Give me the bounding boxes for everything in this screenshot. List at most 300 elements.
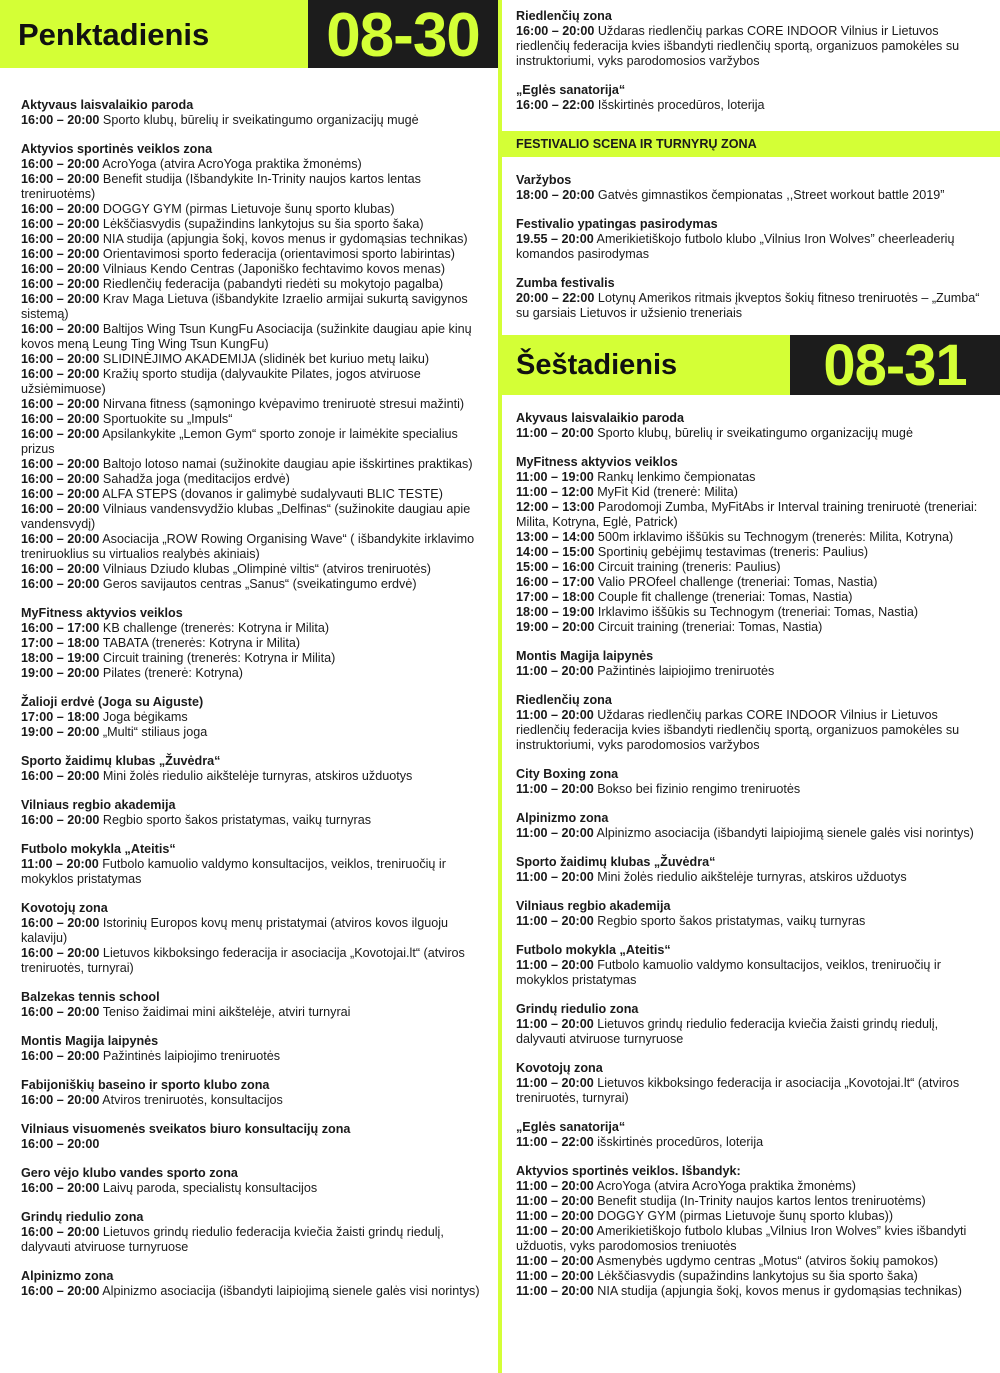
item-time: 11:00 – 20:00	[516, 958, 594, 972]
schedule-section	[516, 899, 982, 929]
schedule-item	[21, 202, 484, 217]
item-time: 18:00 – 20:00	[516, 188, 595, 202]
item-time: 16:00 – 20:00	[21, 322, 100, 336]
item-time: 11:00 – 20:00	[516, 870, 594, 884]
schedule-section	[516, 1061, 982, 1106]
item-description: „Multi“ stiliaus joga	[99, 725, 208, 739]
item-time: 19:00 – 20:00	[21, 666, 100, 680]
item-description: Sportinių gebėjimų testavimas (treneris: Paulius)	[594, 545, 869, 559]
schedule-item	[21, 857, 484, 887]
item-description: AcroYoga (atvira AcroYoga praktika žmonėms)	[593, 1179, 857, 1193]
item-time: 17:00 – 18:00	[21, 710, 100, 724]
schedule-item	[516, 620, 982, 635]
item-description: SLIDINĖJIMO AKADEMIJA (slidinėk bet kuriuo metų laiku)	[99, 352, 430, 366]
schedule-section	[516, 276, 982, 321]
item-time: 16:00 – 20:00	[21, 202, 100, 216]
section-title: Sporto žaidimų klubas „Žuvėdra“	[516, 855, 716, 869]
schedule-item	[21, 457, 484, 472]
item-description: Sporto klubų, būrelių ir sveikatingumo organizacijų mugė	[593, 426, 913, 440]
item-time: 17:00 – 18:00	[21, 636, 100, 650]
item-time: 16:00 – 20:00	[21, 502, 100, 516]
schedule-item	[21, 577, 484, 592]
item-time: 16:00 – 20:00	[21, 532, 100, 546]
schedule-item	[21, 769, 484, 784]
item-description: DOGGY GYM (pirmas Lietuvoje šunų sporto klubas))	[593, 1209, 894, 1223]
item-time: 11:00 – 20:00	[516, 914, 594, 928]
item-description: Alpinizmo asociacija (išbandyti laipiojimą sienele galės visi norintys)	[593, 826, 974, 840]
schedule-item	[516, 1209, 982, 1224]
item-time: 11:00 – 20:00	[516, 708, 594, 722]
item-time: 16:00 – 20:00	[21, 1137, 100, 1151]
section-title: Montis Magija laipynės	[21, 1034, 159, 1048]
item-description: Pažintinės laipiojimo treniruotės	[593, 664, 775, 678]
item-time: 16:00 – 20:00	[21, 412, 100, 426]
section-title: „Eglės sanatorija“	[516, 83, 626, 97]
schedule-item	[21, 217, 484, 232]
schedule-item	[21, 710, 484, 725]
schedule-item	[21, 157, 484, 172]
schedule-item	[516, 590, 982, 605]
item-time: 19:00 – 20:00	[21, 725, 100, 739]
item-description: Geros savijautos centras „Sanus“ (sveikatingumo erdvė)	[99, 577, 417, 591]
item-description: Lotynų Amerikos ritmais įkveptos šokių fitneso treniruotės – „Zumba“ su garsiais Lietuvos ir užsienio treneriais	[516, 291, 980, 320]
schedule-item	[516, 98, 982, 113]
item-time: 16:00 – 20:00	[21, 916, 100, 930]
schedule-item	[516, 530, 982, 545]
item-description: Atviros treniruotės, konsultacijos	[99, 1093, 283, 1107]
section-title: Aktyvaus laisvalaikio paroda	[21, 98, 194, 112]
schedule-item	[516, 1179, 982, 1194]
schedule-item	[21, 277, 484, 292]
item-description: Alpinizmo asociacija (išbandyti laipiojimą sienele galės visi norintys)	[99, 1284, 480, 1298]
section-title: Vilniaus regbio akademija	[516, 899, 671, 913]
friday-header	[0, 0, 498, 68]
schedule-item	[21, 636, 484, 651]
item-description: Baltijos Wing Tsun KungFu Asociacija (sužinkite daugiau apie kinų kovos meną Leung Ting Wing Tsun KungFu)	[21, 322, 472, 351]
stage-schedule	[502, 173, 1000, 321]
schedule-item	[516, 1284, 982, 1299]
schedule-item	[21, 427, 484, 457]
item-description: Asmenybės ugdymo centras „Motus“ (atviros šokių pamokos)	[593, 1254, 939, 1268]
item-time: 11:00 – 20:00	[516, 782, 594, 796]
schedule-section	[21, 1210, 484, 1255]
item-time: 11:00 – 20:00	[516, 1284, 594, 1298]
item-description: Circuit training (trenerės: Kotryna ir Milita)	[99, 651, 336, 665]
item-time: 16:00 – 20:00	[21, 172, 100, 186]
item-description: Sahadža joga (meditacijos erdvė)	[99, 472, 290, 486]
item-time: 11:00 – 20:00	[516, 1194, 594, 1208]
schedule-item	[21, 472, 484, 487]
item-time: 16:00 – 20:00	[21, 427, 100, 441]
item-time: 15:00 – 16:00	[516, 560, 595, 574]
schedule-section	[516, 1120, 982, 1150]
schedule-item	[516, 426, 982, 441]
section-title: Vilniaus visuomenės sveikatos biuro konsultacijų zona	[21, 1122, 351, 1136]
item-time: 11:00 – 20:00	[516, 664, 594, 678]
schedule-item	[516, 958, 982, 988]
schedule-item	[21, 532, 484, 562]
schedule-section	[21, 142, 484, 592]
section-title: Futbolo mokykla „Ateitis“	[21, 842, 176, 856]
friday-day-name: Penktadienis	[0, 0, 308, 68]
schedule-item	[516, 545, 982, 560]
item-description: Regbio sporto šakos pristatymas, vaikų turnyras	[593, 914, 866, 928]
schedule-item	[516, 470, 982, 485]
section-title: Aktyvios sportinės veiklos zona	[21, 142, 213, 156]
item-time: 20:00 – 22:00	[516, 291, 595, 305]
section-title: Grindų riedulio zona	[516, 1002, 639, 1016]
item-description: Mini žolės riedulio aikštelėje turnyras, atskiros užduotys	[99, 769, 413, 783]
schedule-section	[516, 855, 982, 885]
item-time: 16:00 – 20:00	[21, 1093, 100, 1107]
schedule-section	[21, 1269, 484, 1299]
schedule-section	[21, 1078, 484, 1108]
item-time: 16:00 – 20:00	[21, 562, 100, 576]
schedule-section	[516, 173, 982, 203]
section-title: Fabijoniškių baseino ir sporto klubo zona	[21, 1078, 270, 1092]
section-title: City Boxing zona	[516, 767, 619, 781]
schedule-item	[21, 502, 484, 532]
item-description: Lietuvos grindų riedulio federacija kviečia žaisti grindų riedulį, dalyvauti atviruose turnyruose	[21, 1225, 444, 1254]
schedule-item	[516, 1135, 982, 1150]
item-description: Apsilankykite „Lemon Gym“ sporto zonoje ir laimėkite specialius prizus	[21, 427, 458, 456]
item-time: 16:00 – 20:00	[21, 232, 100, 246]
item-description: Pažintinės laipiojimo treniruotės	[99, 1049, 281, 1063]
item-description: Lietuvos grindų riedulio federacija kviečia žaisti grindų riedulį, dalyvauti atviruose turnyruose	[516, 1017, 939, 1046]
schedule-item	[516, 1194, 982, 1209]
item-description: AcroYoga (atvira AcroYoga praktika žmonėms)	[99, 157, 362, 171]
item-time: 16:00 – 22:00	[516, 98, 595, 112]
item-description: 500m irklavimo iššūkis su Technogym (trenerės: Milita, Kotryna)	[594, 530, 954, 544]
item-description: ALFA STEPS (dovanos ir galimybė sudalyvauti BLIC TESTE)	[99, 487, 443, 501]
schedule-item	[516, 1224, 982, 1254]
section-title: Futbolo mokykla „Ateitis“	[516, 943, 671, 957]
item-description: Circuit training (treneriai: Tomas, Nastia)	[594, 620, 823, 634]
item-time: 18:00 – 19:00	[21, 651, 100, 665]
item-description: Nirvana fitness (sąmoningo kvėpavimo treniruotė stresui mažinti)	[99, 397, 465, 411]
item-description: Vilniaus vandensvydžio klubas „Delfinas“ (sužinokite daugiau apie vandensvydį)	[21, 502, 471, 531]
right-column	[502, 0, 1000, 1373]
item-description: Futbolo kamuolio valdymo konsultacijos, veiklos, treniruočių ir mokyklos pristatymas	[516, 958, 941, 987]
schedule-section	[516, 9, 982, 69]
item-time: 16:00 – 20:00	[21, 769, 100, 783]
schedule-item	[21, 322, 484, 352]
saturday-header	[502, 332, 1000, 398]
schedule-item	[21, 412, 484, 427]
section-title: Akyvaus laisvalaikio paroda	[516, 411, 685, 425]
item-description: Istorinių Europos kovų menų pristatymai (atviros kovos ilguoju kalaviju)	[21, 916, 449, 945]
item-description: DOGGY GYM (pirmas Lietuvoje šunų sporto klubas)	[99, 202, 395, 216]
item-description: Valio PROfeel challenge (treneriai: Tomas, Nastia)	[594, 575, 878, 589]
schedule-section	[21, 842, 484, 887]
item-description: Rankų lenkimo čempionatas	[593, 470, 756, 484]
schedule-section	[516, 217, 982, 262]
saturday-schedule	[502, 395, 1000, 1299]
schedule-item	[516, 605, 982, 620]
item-time: 19.55 – 20:00	[516, 232, 594, 246]
schedule-item	[21, 1093, 484, 1108]
item-time: 16:00 – 20:00	[21, 487, 100, 501]
item-description: Vilniaus Dziudo klubas „Olimpinė viltis“ (atviros treniruotės)	[99, 562, 431, 576]
item-time: 16:00 – 17:00	[516, 575, 595, 589]
friday-schedule	[0, 68, 498, 1299]
item-time: 11:00 – 20:00	[516, 826, 594, 840]
section-title: MyFitness aktyvios veiklos	[516, 455, 678, 469]
schedule-item	[516, 575, 982, 590]
schedule-item	[21, 946, 484, 976]
item-description: Irklavimo iššūkis su Technogym (treneriai: Tomas, Nastia)	[594, 605, 919, 619]
item-description: Parodomoji Zumba, MyFitAbs ir Interval training treniruotė (treneriai: Milita, Kotryna, Eglė, Patrick)	[516, 500, 978, 529]
schedule-section	[21, 98, 484, 128]
item-description: Baltojo lotoso namai (sužinokite daugiau apie išskirtines praktikas)	[99, 457, 473, 471]
schedule-item	[21, 813, 484, 828]
item-time: 16:00 – 20:00	[516, 24, 595, 38]
schedule-item	[21, 562, 484, 577]
schedule-section	[516, 767, 982, 797]
schedule-section	[21, 1034, 484, 1064]
item-description: Bokso bei fizinio rengimo treniruotės	[593, 782, 801, 796]
schedule-item	[516, 914, 982, 929]
schedule-section	[516, 649, 982, 679]
schedule-section	[516, 455, 982, 635]
item-time: 11:00 – 20:00	[516, 1076, 594, 1090]
item-description: Lietuvos kikboksingo federacija ir asociacija „Kovotojai.lt“ (atviros treniruotės, turnyrai)	[21, 946, 465, 975]
item-time: 16:00 – 20:00	[21, 277, 100, 291]
item-time: 19:00 – 20:00	[516, 620, 595, 634]
item-time: 16:00 – 20:00	[21, 217, 100, 231]
schedule-item	[21, 725, 484, 740]
section-title: Kovotojų zona	[21, 901, 108, 915]
item-description: Futbolo kamuolio valdymo konsultacijos, veiklos, treniruočių ir mokyklos pristatymas	[21, 857, 446, 886]
schedule-item	[21, 292, 484, 322]
item-time: 16:00 – 20:00	[21, 577, 100, 591]
saturday-date: 08-31	[790, 335, 1000, 395]
item-time: 16:00 – 20:00	[21, 292, 100, 306]
item-description: išskirtinės procedūros, loterija	[593, 1135, 764, 1149]
section-title: MyFitness aktyvios veiklos	[21, 606, 183, 620]
schedule-section	[516, 411, 982, 441]
schedule-section	[516, 693, 982, 753]
schedule-item	[516, 782, 982, 797]
schedule-item	[21, 621, 484, 636]
schedule-item	[21, 247, 484, 262]
schedule-item	[21, 666, 484, 681]
schedule-item	[21, 113, 484, 128]
item-description: Couple fit challenge (treneriai: Tomas, Nastia)	[594, 590, 853, 604]
section-title: Kovotojų zona	[516, 1061, 603, 1075]
item-time: 11:00 – 20:00	[516, 1269, 594, 1283]
schedule-item	[516, 826, 982, 841]
item-description: Sportuokite su „Impuls“	[99, 412, 233, 426]
item-description: Kražių sporto studija (dalyvaukite Pilates, jogos atviruose užsiėmimuose)	[21, 367, 421, 396]
item-time: 18:00 – 19:00	[516, 605, 595, 619]
item-description: Mini žolės riedulio aikštelėje turnyras, atskiros užduotys	[593, 870, 907, 884]
item-time: 16:00 – 20:00	[21, 1225, 100, 1239]
schedule-section	[21, 990, 484, 1020]
item-time: 16:00 – 20:00	[21, 1181, 100, 1195]
schedule-item	[516, 232, 982, 262]
schedule-item	[516, 560, 982, 575]
item-time: 12:00 – 13:00	[516, 500, 595, 514]
item-description: Circuit training (treneris: Paulius)	[594, 560, 781, 574]
schedule-item	[21, 397, 484, 412]
item-time: 16:00 – 20:00	[21, 113, 100, 127]
schedule-section	[516, 811, 982, 841]
friday-continued-schedule	[502, 0, 1000, 113]
schedule-item	[516, 291, 982, 321]
schedule-item	[21, 232, 484, 247]
item-description: Joga bėgikams	[99, 710, 188, 724]
schedule-item	[516, 664, 982, 679]
section-title: Zumba festivalis	[516, 276, 615, 290]
item-time: 16:00 – 20:00	[21, 352, 100, 366]
item-time: 16:00 – 20:00	[21, 457, 100, 471]
item-time: 11:00 – 12:00	[516, 485, 594, 499]
schedule-section	[21, 695, 484, 740]
section-title: Žalioji erdvė (Joga su Aiguste)	[21, 695, 204, 709]
section-title: Alpinizmo zona	[21, 1269, 114, 1283]
item-time: 11:00 – 20:00	[516, 1224, 594, 1238]
item-time: 11:00 – 20:00	[516, 1017, 594, 1031]
schedule-item	[21, 916, 484, 946]
item-time: 16:00 – 20:00	[21, 157, 100, 171]
item-time: 16:00 – 20:00	[21, 262, 100, 276]
section-title: Festivalio ypatingas pasirodymas	[516, 217, 718, 231]
item-description: Teniso žaidimai mini aikštelėje, atviri turnyrai	[99, 1005, 351, 1019]
schedule-item	[516, 1254, 982, 1269]
schedule-item	[21, 1181, 484, 1196]
schedule-item	[516, 1076, 982, 1106]
schedule-section	[516, 1002, 982, 1047]
schedule-item	[21, 1225, 484, 1255]
schedule-item	[21, 1137, 484, 1152]
section-title: Sporto žaidimų klubas „Žuvėdra“	[21, 754, 221, 768]
item-time: 11:00 – 20:00	[21, 857, 99, 871]
item-description: KB challenge (trenerės: Kotryna ir Milita)	[99, 621, 330, 635]
schedule-item	[21, 352, 484, 367]
item-description: Orientavimosi sporto federacija (orientavimosi sporto labirintas)	[99, 247, 456, 261]
item-time: 11:00 – 20:00	[516, 1179, 594, 1193]
schedule-item	[516, 1017, 982, 1047]
friday-date: 08-30	[308, 0, 498, 68]
item-description: NIA studija (apjungia šokį, kovos menus ir gydomąsias technikas)	[593, 1284, 962, 1298]
schedule-item	[21, 487, 484, 502]
item-time: 14:00 – 15:00	[516, 545, 595, 559]
item-description: Vilniaus Kendo Centras (Japoniško fechtavimo kovos menas)	[99, 262, 446, 276]
item-time: 11:00 – 20:00	[516, 1254, 594, 1268]
schedule-item	[516, 1269, 982, 1284]
item-description: Uždaras riedlenčių parkas CORE INDOOR Vilnius ir Lietuvos riedlenčių federacija kvies išbandyti riedlenčių sportą, organizuos pamokėles su instruktoriumi, vyks parodomosios varžybos	[516, 24, 960, 68]
schedule-section	[21, 754, 484, 784]
friday-column	[0, 0, 498, 1373]
item-description: Išskirtinės procedūros, loterija	[594, 98, 765, 112]
section-title: Grindų riedulio zona	[21, 1210, 144, 1224]
section-title: Vilniaus regbio akademija	[21, 798, 176, 812]
schedule-section	[21, 901, 484, 976]
schedule-item	[21, 1284, 484, 1299]
section-title: „Eglės sanatorija“	[516, 1120, 626, 1134]
item-time: 16:00 – 20:00	[21, 397, 100, 411]
saturday-day-name: Šeštadienis	[502, 335, 790, 395]
section-title: Montis Magija laipynės	[516, 649, 654, 663]
item-description: TABATA (trenerės: Kotryna ir Milita)	[99, 636, 301, 650]
schedule-item	[21, 367, 484, 397]
item-description: Laivų paroda, specialistų konsultacijos	[99, 1181, 318, 1195]
section-title: Varžybos	[516, 173, 572, 187]
item-time: 17:00 – 18:00	[516, 590, 595, 604]
schedule-item	[516, 24, 982, 69]
item-description: Lėkščiasvydis (supažindins lankytojus su šia sporto šaka)	[99, 217, 424, 231]
section-title: Riedlenčių zona	[516, 9, 612, 23]
item-time: 11:00 – 22:00	[516, 1135, 594, 1149]
item-time: 16:00 – 20:00	[21, 247, 100, 261]
section-title: Balzekas tennis school	[21, 990, 160, 1004]
section-title: Gero vėjo klubo vandes sporto zona	[21, 1166, 238, 1180]
schedule-item	[516, 188, 982, 203]
item-time: 11:00 – 20:00	[516, 426, 594, 440]
schedule-item	[21, 172, 484, 202]
item-description: Uždaras riedlenčių parkas CORE INDOOR Vilnius ir Lietuvos riedlenčių federacija kvies išbandyti riedlenčių sportą, organizuos pamokėles su instruktoriumi, vyks parodomosios varžybos	[516, 708, 960, 752]
item-description: NIA studija (apjungia šokį, kovos menus ir gydomąsias technikas)	[99, 232, 468, 246]
item-description: Riedlenčių federacija (pabandyti riedėti su mokytojo pagalba)	[99, 277, 444, 291]
schedule-section	[516, 943, 982, 988]
schedule-item	[516, 500, 982, 530]
item-description: Amerikietiškojo futbolo klubas „Vilnius Iron Wolves” kvies išbandyti užduotis, vyks parodomosios treniuotės	[516, 1224, 967, 1253]
schedule-item	[21, 651, 484, 666]
section-title: Riedlenčių zona	[516, 693, 612, 707]
item-time: 16:00 – 20:00	[21, 367, 100, 381]
festival-stage-banner: FESTIVALIO SCENA IR TURNYRŲ ZONA	[502, 131, 1000, 157]
item-description: Regbio sporto šakos pristatymas, vaikų turnyras	[99, 813, 372, 827]
schedule-item	[21, 262, 484, 277]
schedule-item	[516, 485, 982, 500]
item-description: Pilates (trenerė: Kotryna)	[99, 666, 243, 680]
item-description: Lėkščiasvydis (supažindins lankytojus su šia sporto šaka)	[593, 1269, 918, 1283]
item-time: 11:00 – 20:00	[516, 1209, 594, 1223]
item-time: 16:00 – 20:00	[21, 813, 100, 827]
item-time: 13:00 – 14:00	[516, 530, 595, 544]
item-time: 16:00 – 20:00	[21, 1005, 100, 1019]
item-description: Gatvės gimnastikos čempionatas ,,Street workout battle 2019”	[594, 188, 945, 202]
schedule-section	[21, 1122, 484, 1152]
schedule-section	[516, 83, 982, 113]
item-description: Asociacija „ROW Rowing Organising Wave“ ( išbandykite irklavimo treniruoklius su virtualios realybės akiniais)	[21, 532, 475, 561]
item-time: 16:00 – 20:00	[21, 1049, 100, 1063]
section-title: Alpinizmo zona	[516, 811, 609, 825]
schedule-item	[516, 708, 982, 753]
schedule-item	[21, 1005, 484, 1020]
schedule-section	[21, 1166, 484, 1196]
item-time: 11:00 – 19:00	[516, 470, 594, 484]
item-description: Benefit studija (Išbandykite In-Trinity naujos kartos lentas treniruotėms)	[21, 172, 421, 201]
item-description: Amerikietiškojo futbolo klubo „Vilnius Iron Wolves” cheerleaderių komandos pasirodymas	[516, 232, 955, 261]
item-time: 16:00 – 17:00	[21, 621, 100, 635]
schedule-item	[21, 1049, 484, 1064]
section-title: Aktyvios sportinės veiklos. Išbandyk:	[516, 1164, 741, 1178]
item-description: Krav Maga Lietuva (išbandykite Izraelio armijai sukurtą savigynos sistemą)	[21, 292, 468, 321]
schedule-section	[21, 798, 484, 828]
item-time: 16:00 – 20:00	[21, 472, 100, 486]
item-description: Sporto klubų, būrelių ir sveikatingumo organizacijų mugė	[99, 113, 419, 127]
schedule-item	[516, 870, 982, 885]
item-time: 16:00 – 20:00	[21, 946, 100, 960]
schedule-section	[516, 1164, 982, 1299]
item-description: Benefit studija (In-Trinity naujos kartos lentos treniruotėms)	[593, 1194, 926, 1208]
item-description: MyFit Kid (trenerė: Milita)	[593, 485, 738, 499]
item-description: Lietuvos kikboksingo federacija ir asociacija „Kovotojai.lt“ (atviros treniruotės, turnyrai)	[516, 1076, 960, 1105]
schedule-section	[21, 606, 484, 681]
item-time: 16:00 – 20:00	[21, 1284, 100, 1298]
